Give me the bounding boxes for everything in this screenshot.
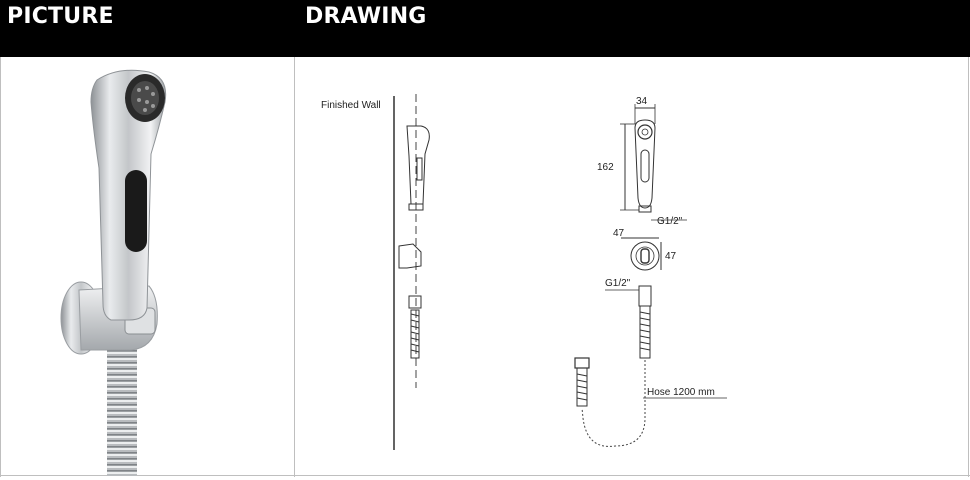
picture-heading: PICTURE [7,4,114,29]
side-holder [399,244,421,268]
technical-drawing [295,58,968,476]
hose-length-label: Hose 1200 mm [647,387,715,398]
side-hose-nut [409,296,421,308]
front-hose-nut [639,286,651,306]
dimension-drawing [295,58,968,476]
header-bar [0,0,970,57]
dim-47-height-label: 47 [665,251,677,262]
hose-end-nut [575,358,589,368]
hose-loop [582,360,645,446]
dim-162-label: 162 [597,162,614,173]
drawing-heading: DRAWING [305,4,427,29]
side-sprayer [407,126,429,204]
thread-bottom-label: G1/2" [605,278,631,289]
hose [107,338,137,476]
front-holder [631,242,659,270]
dim-47-width-label: 47 [613,228,625,239]
bidet-sprayer-image [1,58,293,476]
trigger-button [125,170,147,252]
dim-34-label: 34 [636,96,648,107]
right-border [968,57,969,477]
thread-top-label: G1/2" [657,216,683,227]
product-picture [1,58,293,476]
finished-wall-label: Finished Wall [321,100,381,111]
